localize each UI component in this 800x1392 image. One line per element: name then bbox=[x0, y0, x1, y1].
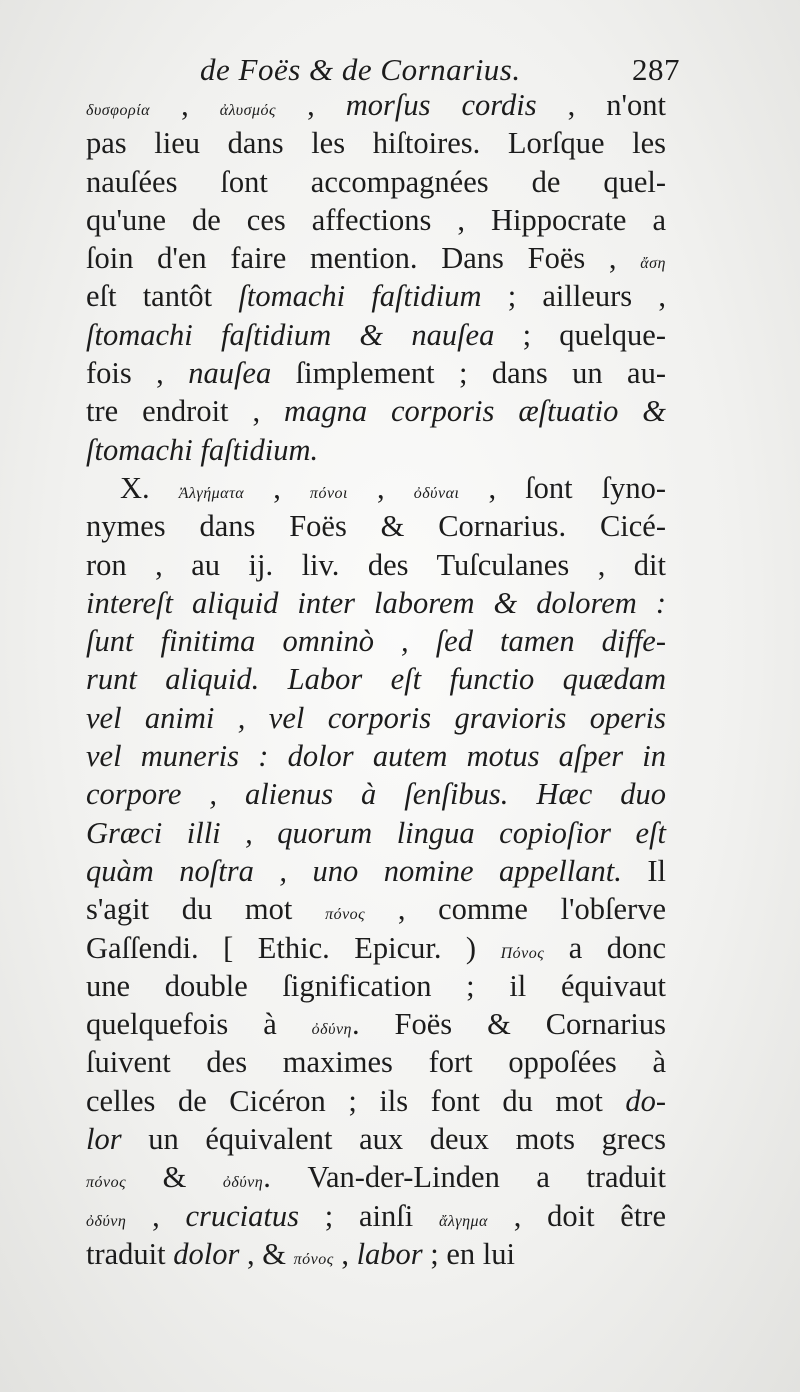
text-run: qu'une de ces affections , Hippocrate a bbox=[86, 202, 666, 237]
text-line bbox=[86, 277, 666, 315]
italic-text: do- bbox=[625, 1083, 666, 1118]
text-run: X. bbox=[120, 470, 179, 505]
italic-text: runt aliquid. Labor eſt functio quædam bbox=[86, 662, 666, 697]
text-line bbox=[86, 929, 666, 967]
text-line bbox=[86, 1235, 666, 1273]
text-run: , bbox=[347, 470, 414, 505]
page-number: 287 bbox=[632, 52, 680, 87]
greek-term: ὀδύνη bbox=[222, 1174, 264, 1192]
italic-text: Græci illi , quorum lingua copioſior eſt bbox=[86, 815, 666, 850]
text-line bbox=[86, 163, 666, 201]
italic-text: lor bbox=[86, 1122, 122, 1157]
italic-text: magna corporis æſtuatio & bbox=[284, 394, 667, 429]
text-run: ; quelque- bbox=[494, 317, 666, 352]
italic-text: ſtomachi faſtidium & nauſea bbox=[86, 317, 495, 352]
text-run: nauſées ſont accompagnées de quel- bbox=[86, 164, 666, 199]
text-run: nymes dans Foës & Cornarius. Cicé- bbox=[86, 509, 666, 544]
text-run: pas lieu dans les hiſtoires. Lorſque les bbox=[86, 126, 666, 161]
text-line bbox=[86, 239, 666, 277]
text-line bbox=[86, 392, 666, 430]
text-run: & bbox=[126, 1160, 223, 1195]
text-run: tre endroit , bbox=[86, 394, 285, 429]
text-line bbox=[86, 546, 666, 584]
text-run: , bbox=[126, 1198, 186, 1233]
text-run: a donc bbox=[544, 930, 666, 965]
text-run: , bbox=[333, 1236, 357, 1271]
italic-text: corpore , alienus à ſenſibus. Hæc duo bbox=[86, 777, 666, 812]
text-line bbox=[86, 660, 666, 698]
text-run: . Foës & Cornarius bbox=[352, 1007, 666, 1042]
text-run: , bbox=[150, 88, 220, 122]
italic-text: labor bbox=[356, 1236, 423, 1271]
italic-text: ſtomachi faſtidium. bbox=[86, 432, 319, 467]
text-line bbox=[86, 354, 666, 392]
text-line bbox=[86, 1043, 666, 1081]
text-run: , comme l'obſerve bbox=[365, 892, 666, 927]
text-run: une double ſignification ; il équivaut bbox=[86, 968, 666, 1003]
text-line bbox=[86, 86, 666, 124]
text-line bbox=[86, 507, 666, 545]
text-run: Il bbox=[621, 853, 666, 888]
greek-term: πόνος bbox=[325, 906, 366, 924]
text-run: , & bbox=[239, 1236, 294, 1271]
text-line bbox=[86, 316, 666, 354]
italic-text: dolor bbox=[173, 1236, 240, 1271]
text-line bbox=[86, 814, 666, 852]
italic-text: intereſt aliquid inter laborem & dolorem : bbox=[86, 585, 666, 620]
greek-term: Πόνος bbox=[500, 944, 545, 962]
text-run: quelquefois à bbox=[86, 1007, 312, 1042]
text-run: fois , bbox=[86, 356, 189, 391]
greek-term: ἄση bbox=[640, 255, 666, 273]
greek-term: πόνος bbox=[86, 1174, 127, 1192]
italic-text: nauſea bbox=[188, 356, 272, 391]
text-run: celles de Cicéron ; ils font du mot bbox=[86, 1083, 626, 1118]
text-line bbox=[86, 967, 666, 1005]
greek-term: ὀδύνη bbox=[311, 1021, 352, 1039]
text-line bbox=[86, 852, 666, 890]
text-line bbox=[86, 1082, 666, 1120]
text-run: s'agit du mot bbox=[86, 892, 326, 927]
text-run: traduit bbox=[86, 1236, 174, 1271]
text-line bbox=[86, 584, 666, 622]
greek-term: πόνος bbox=[293, 1250, 334, 1268]
text-line bbox=[86, 737, 666, 775]
text-line bbox=[86, 699, 666, 737]
text-run: ron , au ij. liv. des Tuſculanes , dit bbox=[86, 547, 666, 582]
text-line bbox=[86, 622, 666, 660]
text-line bbox=[86, 201, 666, 239]
text-line bbox=[86, 1197, 666, 1235]
body-text bbox=[86, 86, 666, 1273]
text-line bbox=[86, 1005, 666, 1043]
italic-text: ſtomachi faſtidium bbox=[238, 279, 482, 314]
italic-text: morſus cordis bbox=[345, 88, 537, 122]
text-run: Gaſſendi. [ Ethic. Epicur. ) bbox=[86, 930, 501, 965]
greek-term: ὀδύναι bbox=[413, 484, 460, 502]
greek-term: ἀλυσμός bbox=[219, 102, 277, 119]
text-run: , ſont ſyno- bbox=[459, 470, 667, 505]
text-run: un équivalent aux deux mots grecs bbox=[121, 1122, 666, 1157]
text-line bbox=[86, 1120, 666, 1158]
text-run: , bbox=[244, 470, 310, 505]
text-run: ſuivent des maximes fort oppoſées à bbox=[86, 1045, 666, 1080]
text-run: ; ainſi bbox=[298, 1198, 439, 1233]
text-run: ; ailleurs , bbox=[481, 279, 666, 314]
text-run: ſimplement ; dans un au- bbox=[271, 356, 667, 391]
text-run: eſt tantôt bbox=[86, 279, 239, 314]
greek-term: ἄλγημα bbox=[438, 1212, 488, 1230]
italic-text: vel animi , vel corporis gravioris operis bbox=[86, 700, 666, 735]
text-line bbox=[86, 890, 666, 928]
text-run: , bbox=[276, 88, 346, 122]
running-title: de Foës & de Cornarius. bbox=[200, 52, 521, 87]
text-line bbox=[86, 469, 666, 507]
greek-term: Ἀλγήματα bbox=[178, 484, 245, 502]
text-line bbox=[86, 124, 666, 162]
text-run: ; en lui bbox=[422, 1236, 515, 1271]
text-line bbox=[86, 431, 666, 469]
text-line bbox=[86, 775, 666, 813]
text-run: , doit être bbox=[487, 1198, 667, 1233]
text-line bbox=[86, 1158, 666, 1196]
italic-text: cruciatus bbox=[185, 1198, 299, 1233]
greek-term: δυσφορία bbox=[86, 102, 151, 119]
text-run: . Van-der-Linden a traduit bbox=[263, 1160, 666, 1195]
italic-text: ſunt finitima omninò , ſed tamen diffe- bbox=[86, 624, 666, 659]
italic-text: quàm noſtra , uno nomine appellant. bbox=[86, 853, 622, 888]
text-run: ſoin d'en faire mention. Dans Foës , bbox=[86, 241, 641, 276]
italic-text: vel muneris : dolor autem motus aſper in bbox=[86, 739, 666, 774]
greek-term: ὀδύνη bbox=[86, 1212, 127, 1230]
greek-term: πόνοι bbox=[309, 484, 348, 502]
text-run: , n'ont bbox=[536, 88, 667, 122]
